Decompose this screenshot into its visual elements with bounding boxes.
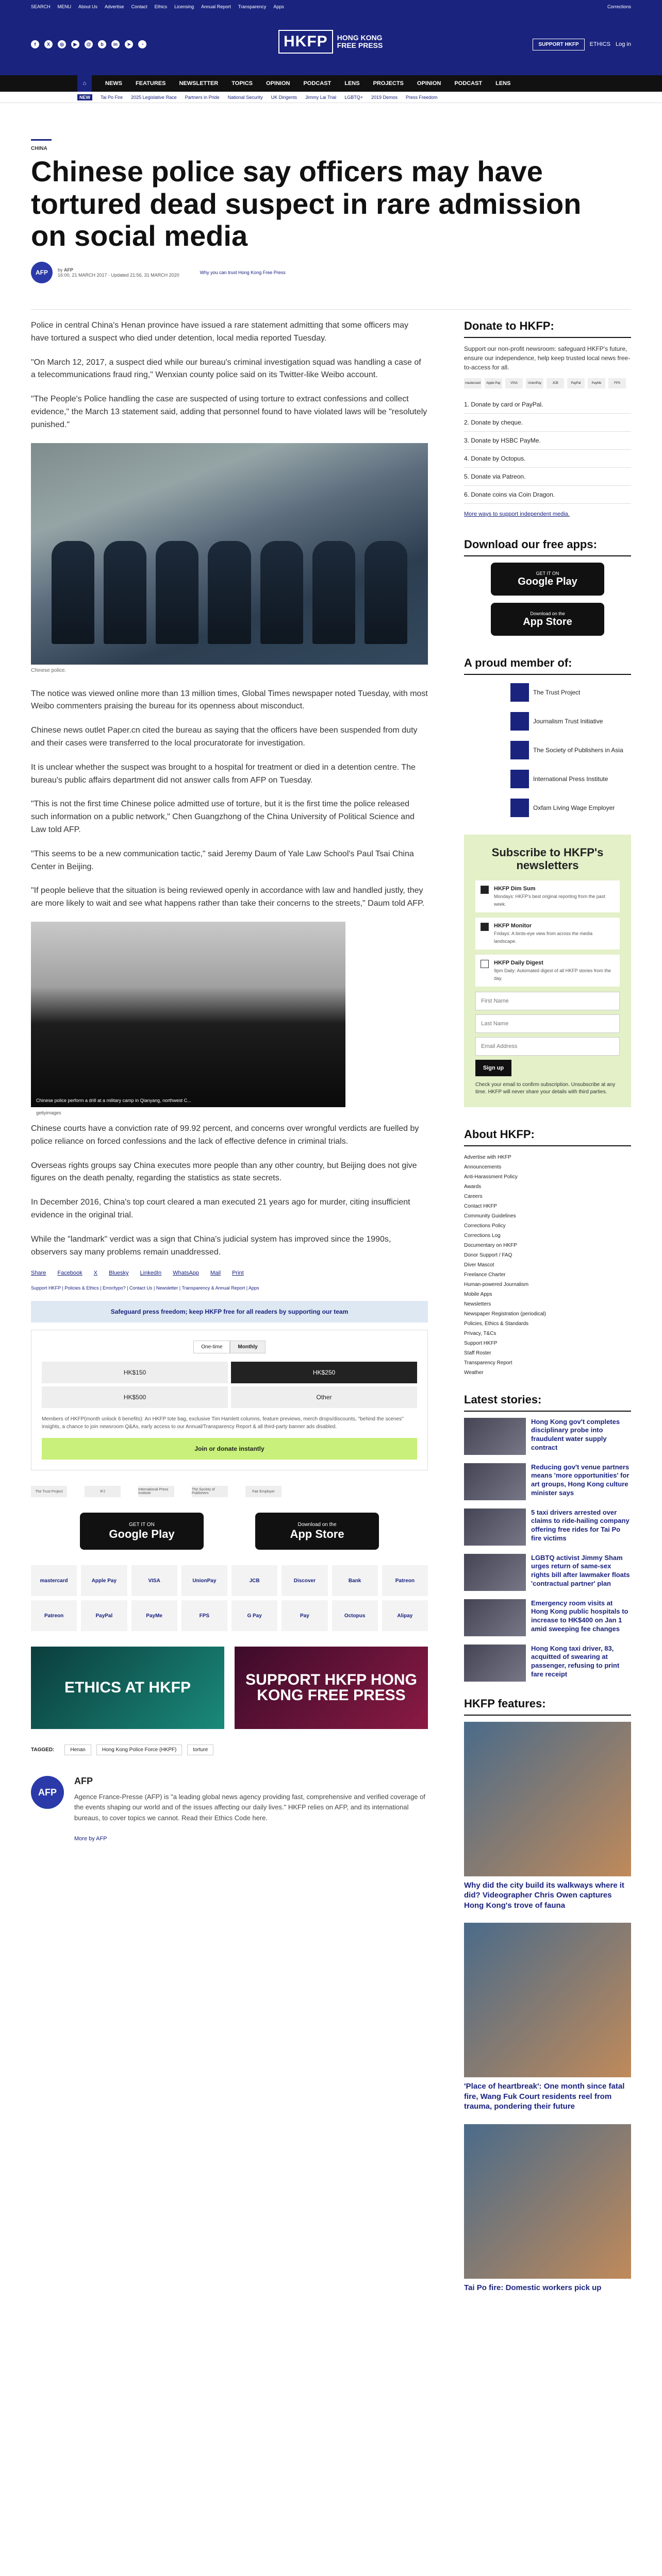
trust-project-logo[interactable]: The Trust Project	[510, 681, 631, 704]
paragraph: "This seems to be a new communication tactic," said Jeremy Daum of Yale Law School's Paul Tsai China Center in Beijing.	[31, 849, 414, 871]
patreon-logo-icon[interactable]: Patreon	[31, 1600, 77, 1631]
newsletter-option[interactable]: HKFP Daily Digest 9pm Daily: Automated digest of all HKFP stories from the day.	[475, 955, 620, 987]
newsletter-signup	[464, 835, 631, 1107]
visa-icon[interactable]: VISA	[131, 1565, 177, 1596]
menu-link[interactable]: MENU	[57, 4, 72, 9]
share-bar	[31, 1270, 428, 1276]
donate-option[interactable]: 1. Donate by card or PayPal.	[464, 396, 631, 414]
share-x[interactable]: X	[93, 1270, 98, 1277]
unionpay-icon[interactable]: UnionPay	[526, 378, 543, 388]
nav-lens[interactable]: LENS	[344, 80, 360, 87]
logo-line-1: HONG KONG	[337, 33, 383, 42]
about-link[interactable]: Support HKFP	[464, 1340, 498, 1346]
feature-image[interactable]	[464, 2124, 631, 2279]
photo-police-figures	[52, 541, 407, 644]
new-badge: NEW	[77, 94, 92, 100]
paragraph: "The People's Police handling the case are suspected of using torture to extract confessions and collect evidence," the March 13 statement said, adding that personnel found to have violated laws will be "resolutely punished."	[31, 395, 427, 429]
trending-item[interactable]: Press Freedom	[405, 94, 438, 100]
ifj-logo[interactable]: IFJ	[85, 1486, 121, 1497]
app-store-badge[interactable]: Download on the App Store	[255, 1513, 379, 1550]
email-field[interactable]: Email Address	[475, 1037, 620, 1056]
donate-option[interactable]: 3. Donate by HSBC PayMe.	[464, 432, 631, 450]
unionpay-icon[interactable]: UnionPay	[181, 1565, 227, 1596]
join-donate-button[interactable]: Join or donate instantly	[42, 1438, 417, 1460]
nav-opinion[interactable]: OPINION	[266, 80, 290, 87]
octopus-icon[interactable]: Octopus	[332, 1600, 378, 1631]
about-link[interactable]: Newsletters	[464, 1301, 491, 1307]
tag[interactable]: torture	[187, 1744, 213, 1755]
nav-podcast-2[interactable]: PODCAST	[454, 80, 483, 87]
author-box-name[interactable]: AFP	[74, 1776, 93, 1787]
sidebar-google-play-badge[interactable]: GET IT ON Google Play	[491, 563, 604, 596]
story-thumbnail[interactable]	[464, 1463, 526, 1500]
donate-option[interactable]: 2. Donate by cheque.	[464, 414, 631, 432]
byline-text	[58, 267, 179, 278]
trending-item[interactable]: Partners in Pride	[185, 94, 220, 100]
tag[interactable]: Hong Kong Police Force (HKPF)	[96, 1744, 183, 1755]
latest-story[interactable]: Reducing gov't venue partners means 'more opportunities' for art groups, Hong Kong culture minister says	[464, 1463, 631, 1500]
share-label[interactable]: Share	[31, 1270, 46, 1277]
member-logos-row	[31, 1486, 428, 1497]
one-time-option[interactable]: One-time	[193, 1341, 230, 1353]
amount-options	[42, 1362, 417, 1408]
about-link[interactable]: Documentary on HKFP	[464, 1242, 517, 1248]
amount-option[interactable]: HK$500	[42, 1386, 228, 1408]
payme-icon[interactable]: PayMe	[131, 1600, 177, 1631]
getty-caption: Chinese police perform a drill at a military camp in Qianyang, northwest C...	[36, 1097, 191, 1103]
mastercard-icon[interactable]: mastercard	[31, 1565, 77, 1596]
membership-note: Members of HKFP(month unlock 6 benefits): An HKFP tote bag, exclusive Tim Hamlett columns, feature previews, merch drops/discounts, "behind the scenes" insights, a chance to join newsroom Q&As, early access to our Annual/Transparency Report & all third-party banner ads disabled.	[42, 1416, 404, 1430]
nav-features[interactable]: FEATURES	[136, 80, 166, 87]
byline	[31, 262, 624, 283]
bluesky-icon[interactable]: b	[98, 40, 106, 48]
latest-title: Latest stories:	[464, 1393, 631, 1412]
advertise-link[interactable]: Advertise	[105, 4, 124, 9]
feature-story[interactable]: Tai Po fire: Domestic workers pick up	[464, 2124, 631, 2293]
about-link[interactable]: Advertise with HKFP	[464, 1154, 511, 1160]
annual-report-link[interactable]: Annual Report	[201, 4, 231, 9]
jcb-icon[interactable]: JCB	[547, 378, 564, 388]
getty-credit[interactable]: gettyimages	[36, 1110, 61, 1115]
nav-news[interactable]: NEWS	[105, 80, 122, 87]
x-icon[interactable]: X	[44, 40, 53, 48]
google-play-badge[interactable]: GET IT ON Google Play	[80, 1513, 204, 1550]
newsletter-title: Subscribe to HKFP's newsletters	[491, 846, 604, 872]
about-link[interactable]: Transparency Report	[464, 1360, 512, 1366]
story-thumbnail[interactable]	[464, 1418, 526, 1455]
paragraph: Police in central China's Henan province have issued a rare statement admitting that some officers may have tortured a suspect who died under detention, local media reported Tuesday.	[31, 321, 409, 343]
paragraph: "On March 12, 2017, a suspect died while our bureau's criminal investigation squad was handling a case of a telecommunications fraud ring," Wenxian county police said on its Twitter-like Weibo account.	[31, 358, 421, 380]
nav-projects[interactable]: PROJECTS	[373, 80, 404, 87]
trending-bar	[0, 92, 662, 103]
apple-pay-icon[interactable]: Apple Pay	[81, 1565, 127, 1596]
alipay-icon[interactable]: Alipay	[382, 1600, 428, 1631]
paragraph: While the "landmark" verdict was a sign that China's judicial system has improved since the 1990s, observers say many problems remain unaddressed.	[31, 1234, 391, 1257]
getty-embed-photo[interactable]	[31, 922, 345, 1115]
oxfam-logo[interactable]: Oxfam Living Wage Employer	[510, 796, 631, 819]
about-link[interactable]: Mobile Apps	[464, 1291, 492, 1297]
monthly-option[interactable]: Monthly	[230, 1341, 265, 1353]
author-box-avatar[interactable]: AFP	[31, 1776, 64, 1809]
latest-story[interactable]: Hong Kong gov't completes disciplinary probe into fraudulent water supply contract	[464, 1418, 631, 1455]
article-headline: Chinese police say officers may have tortured dead suspect in rare admission on social media	[31, 155, 582, 252]
byline-dates: 16:00, 21 MARCH 2017 · Updated 21:56, 31 MARCH 2020	[58, 273, 179, 278]
story-thumbnail[interactable]	[464, 1554, 526, 1591]
support-banner[interactable]: Safeguard press freedom; keep HKFP free for all readers by supporting our team	[31, 1301, 428, 1323]
about-title: About HKFP:	[464, 1128, 631, 1146]
ethics-promo[interactable]: ETHICS AT HKFP	[31, 1647, 224, 1729]
about-link[interactable]: Awards	[464, 1183, 482, 1190]
newsletter-option[interactable]: HKFP Dim Sum Mondays: HKFP's best original reporting from the past week.	[475, 880, 620, 912]
tag-list	[31, 1744, 428, 1755]
home-icon[interactable]: ⌂	[77, 75, 92, 92]
paragraph: It is unclear whether the suspect was brought to a hospital for treatment or died in a detention centre. The bureau's public affairs department did not answer calls from AFP on Tuesday.	[31, 762, 416, 785]
amount-option[interactable]: HK$150	[42, 1362, 228, 1383]
paragraph: Chinese news outlet Paper.cn cited the bureau as saying that the officers have been suspended from duty and their cases were transferred to the local procuratorate for investigation.	[31, 726, 418, 748]
top-utility-bar	[0, 0, 662, 13]
trending-item[interactable]: 2025 Legislative Race	[131, 94, 177, 100]
frequency-toggle	[42, 1341, 417, 1353]
kicker-rule	[31, 139, 52, 141]
rss-icon[interactable]: ◔	[138, 40, 146, 48]
social-icons	[31, 40, 146, 48]
site-logo[interactable]	[278, 30, 383, 54]
paragraph: "This is not the first time Chinese police admitted use of torture, but it is the first time the police released such information on a public network," Chen Guangzhong of the China University of Political Science and Law told AFP.	[31, 800, 415, 834]
fps-icon[interactable]: FPS	[608, 378, 626, 388]
trending-item[interactable]: UK Dirigents	[271, 94, 297, 100]
facebook-icon[interactable]: f	[31, 40, 39, 48]
youtube-icon[interactable]: ▶	[71, 40, 79, 48]
trending-item[interactable]: Jimmy Lai Trial	[305, 94, 337, 100]
checkbox-checked[interactable]	[481, 923, 489, 931]
about-link[interactable]: Diver Mascot	[464, 1262, 494, 1268]
trust-link[interactable]: Why you can trust Hong Kong Free Press	[200, 270, 286, 276]
feature-image[interactable]	[464, 1722, 631, 1876]
about-link[interactable]: Careers	[464, 1193, 483, 1199]
share-bluesky[interactable]: Bluesky	[109, 1270, 129, 1277]
about-link[interactable]: Anti-Harassment Policy	[464, 1174, 518, 1180]
checkbox-unchecked[interactable]	[481, 960, 489, 968]
trending-item[interactable]: 2019 Demos	[371, 94, 398, 100]
support-links[interactable]: Support HKFP | Policies & Ethics | Error/typo? | Contact Us | Newsletter | Transparency & Annual Report | Apps	[31, 1285, 259, 1291]
newsletter-option[interactable]: HKFP Monitor Fridays: A birds-eye view from across the media landscape.	[475, 918, 620, 950]
about-link[interactable]: Announcements	[464, 1164, 502, 1170]
linkedin-icon[interactable]: in	[111, 40, 120, 48]
discover-icon[interactable]: Discover	[282, 1565, 327, 1596]
support-hkfp-button[interactable]: SUPPORT HKFP	[533, 39, 584, 50]
byline-by: by	[58, 267, 63, 273]
support-promo[interactable]: SUPPORT HKFP HONG KONG FREE PRESS	[235, 1647, 428, 1729]
mastercard-icon[interactable]: mastercard	[464, 378, 482, 388]
donate-widget	[31, 1330, 428, 1470]
sidebar-member-logos	[464, 681, 631, 819]
latest-stories	[464, 1418, 631, 1682]
about-link[interactable]: Human-powered Journalism	[464, 1281, 529, 1287]
visa-icon[interactable]: VISA	[505, 378, 523, 388]
licensing-link[interactable]: Licensing	[174, 4, 194, 9]
search-link[interactable]: SEARCH	[31, 4, 51, 9]
latest-story[interactable]: Hong Kong taxi driver, 83, acquitted of swearing at passenger, refusing to print fare receipt	[464, 1645, 631, 1682]
contact-link[interactable]: Contact	[131, 4, 147, 9]
nav-opinion-2[interactable]: OPINION	[417, 80, 441, 87]
instagram-icon[interactable]: ◎	[58, 40, 66, 48]
features-title: HKFP features:	[464, 1697, 631, 1716]
share-print[interactable]: Print	[232, 1270, 244, 1277]
share-linkedin[interactable]: LinkedIn	[140, 1270, 162, 1277]
about-link[interactable]: Donor Support / FAQ	[464, 1252, 512, 1258]
trust-project-logo[interactable]: The Trust Project	[31, 1486, 67, 1497]
paragraph: Overseas rights groups say China executes more people than any other country, but Beijing does not give figures on the death penalty, regarding the statistics as state secrets.	[31, 1161, 417, 1183]
checkbox-checked[interactable]	[481, 886, 489, 894]
share-whatsapp[interactable]: WhatsApp	[173, 1270, 199, 1277]
about-link[interactable]: Contact HKFP	[464, 1203, 497, 1209]
corrections-link[interactable]: Corrections	[607, 4, 631, 9]
paypal-icon[interactable]: PayPal	[567, 378, 585, 388]
threads-icon[interactable]: @	[85, 40, 93, 48]
story-thumbnail[interactable]	[464, 1599, 526, 1636]
bank-icon[interactable]: Bank	[332, 1565, 378, 1596]
nav-lens-2[interactable]: LENS	[495, 80, 511, 87]
latest-story[interactable]: 5 taxi drivers arrested over claims to ride-hailing company offering free rides for Tai Po fire victims	[464, 1509, 631, 1546]
site-header	[0, 13, 662, 75]
more-ways-link[interactable]: More ways to support independent media.	[464, 511, 570, 517]
feature-image[interactable]	[464, 1923, 631, 2077]
article-header	[31, 139, 624, 283]
telegram-icon[interactable]: ➤	[125, 40, 133, 48]
article-body	[31, 319, 428, 1855]
feature-story[interactable]: Why did the city build its walkways where it did? Videographer Chris Owen captures Hong Kong's trove of fauna	[464, 1722, 631, 1911]
jti-logo[interactable]: Journalism Trust Initiative	[510, 710, 631, 733]
newsletter-note: Check your email to confirm subscription. Unsubscribe at any time. HKFP will never share your details with third parties.	[475, 1081, 616, 1095]
author-box	[31, 1776, 428, 1854]
payment-methods	[31, 1565, 428, 1631]
transparency-link[interactable]: Transparency	[238, 4, 267, 9]
about-link[interactable]: Corrections Log	[464, 1232, 501, 1239]
amount-option-selected[interactable]: HK$250	[231, 1362, 417, 1383]
donate-option[interactable]: 5. Donate via Patreon.	[464, 468, 631, 486]
donate-options	[464, 396, 631, 504]
login-link[interactable]: Log in	[616, 41, 631, 47]
sidebar	[464, 319, 631, 2305]
photo-caption: Chinese police.	[31, 667, 67, 673]
jcb-icon[interactable]: JCB	[231, 1565, 277, 1596]
app-store-row	[31, 1513, 428, 1550]
trending-item[interactable]: Tai Po Fire	[101, 94, 123, 100]
latest-story[interactable]: Emergency room visits at Hong Kong public hospitals to increase to HK$400 on Jan 1 amid sweeping fee changes	[464, 1599, 631, 1636]
about-link[interactable]: Privacy, T&Cs	[464, 1330, 496, 1336]
logo-text	[337, 34, 383, 50]
fps-icon[interactable]: FPS	[181, 1600, 227, 1631]
about-link[interactable]: Weather	[464, 1369, 484, 1376]
main-nav	[0, 75, 662, 92]
patreon-icon[interactable]: Patreon	[382, 1565, 428, 1596]
logo-line-2: FREE PRESS	[337, 41, 383, 49]
nav-topics[interactable]: TOPICS	[231, 80, 253, 87]
byline-author[interactable]: AFP	[64, 267, 74, 273]
apple-pay-icon[interactable]: Apple Pay	[485, 378, 502, 388]
fair-employer-logo[interactable]: Fair Employer	[245, 1486, 282, 1497]
promo-banners	[31, 1647, 428, 1729]
about-link[interactable]: About Us	[78, 4, 98, 9]
about-link[interactable]: Policies, Ethics & Standards	[464, 1320, 529, 1327]
share-mail[interactable]: Mail	[210, 1270, 221, 1277]
first-name-field[interactable]: First Name	[475, 992, 620, 1010]
story-thumbnail[interactable]	[464, 1645, 526, 1682]
apps-title: Download our free apps:	[464, 538, 631, 556]
paragraph: Chinese courts have a conviction rate of 99.92 percent, and concerns over wrongful verdicts are fuelled by police reliance on forced confessions and the lack of effective defence in criminal trials.	[31, 1124, 419, 1146]
more-by-author-link[interactable]: More by AFP	[74, 1835, 107, 1842]
google-pay-icon[interactable]: G Pay	[231, 1600, 277, 1631]
sopa-logo[interactable]: The Society of Publishers	[192, 1486, 228, 1497]
about-link[interactable]: Newspaper Registration (periodical)	[464, 1311, 546, 1317]
tag[interactable]: Henan	[64, 1744, 91, 1755]
ethics-header-link[interactable]: ETHICS	[589, 41, 611, 47]
ipi-logo[interactable]: International Press Institute	[510, 768, 631, 790]
divider	[31, 309, 631, 310]
article-kicker[interactable]: CHINA	[31, 146, 47, 151]
amount-option-other[interactable]: Other	[231, 1386, 417, 1408]
trending-item[interactable]: National Security	[227, 94, 263, 100]
donate-option[interactable]: 6. Donate coins via Coin Dragon.	[464, 486, 631, 504]
payme-icon[interactable]: PayMe	[588, 378, 605, 388]
ipi-logo[interactable]: International Press Institute	[138, 1486, 174, 1497]
paragraph: "If people believe that the situation is being reviewed openly in accordance with law and handled justly, they are more likely to wait and see what happens rather than take their concerns to the streets," Daum told AFP.	[31, 886, 425, 908]
about-link[interactable]: Corrections Policy	[464, 1223, 506, 1229]
trending-item[interactable]: LGBTQ+	[344, 94, 363, 100]
about-links	[464, 1153, 631, 1378]
sopa-logo[interactable]: The Society of Publishers in Asia	[510, 739, 631, 761]
nav-podcast[interactable]: PODCAST	[303, 80, 332, 87]
last-name-field[interactable]: Last Name	[475, 1014, 620, 1033]
story-thumbnail[interactable]	[464, 1509, 526, 1546]
donate-option[interactable]: 4. Donate by Octopus.	[464, 450, 631, 468]
paragraph: The notice was viewed online more than 13 million times, Global Times newspaper noted Tuesday, with most Weibo commenters praising the bureau for its openness about misconduct.	[31, 689, 428, 711]
author-avatar[interactable]: AFP	[31, 262, 53, 283]
header-actions	[533, 39, 631, 50]
donate-title: Donate to HKFP:	[464, 319, 631, 338]
nav-newsletter[interactable]: NEWSLETTER	[179, 80, 219, 87]
ethics-link[interactable]: Ethics	[154, 4, 168, 9]
about-link[interactable]: Community Guidelines	[464, 1213, 516, 1219]
latest-story[interactable]: LGBTQ activist Jimmy Sham urges return of same-sex rights bill after lawmaker floats 'contractual partner' plan	[464, 1554, 631, 1591]
share-facebook[interactable]: Facebook	[57, 1270, 82, 1277]
feature-story[interactable]: 'Place of heartbreak': One month since fatal fire, Wang Fuk Court residents reel from trauma, pondering their future	[464, 1923, 631, 2112]
sidebar-payment-icons	[464, 378, 631, 388]
about-link[interactable]: Freelance Charter	[464, 1272, 506, 1278]
logo-mark: HKFP	[278, 30, 333, 54]
apps-link[interactable]: Apps	[273, 4, 284, 9]
paypal-icon[interactable]: PayPal	[81, 1600, 127, 1631]
donate-text: Support our non-profit newsroom: safeguard HKFP's future, ensure our independence, help keep trusted local news free-to-access for all.	[464, 345, 631, 371]
apple-pay-icon-2[interactable]: Pay	[282, 1600, 327, 1631]
paragraph: In December 2016, China's top court cleared a man executed 21 years ago for murder, citing insufficient evidence in the original trial.	[31, 1198, 410, 1219]
author-box-bio: Agence France-Presse (AFP) is "a leading global news agency providing fast, comprehensive and verified coverage of the events shaping our world and of the issues affecting our daily lives." HKFP relies on AFP, and its international bureaus, to cover topics we cannot. Read their Ethics Code here.	[74, 1793, 425, 1822]
sidebar-app-store-badge[interactable]: Download on the App Store	[491, 603, 604, 636]
member-title: A proud member of:	[464, 656, 631, 675]
tagged-label: TAGGED:	[31, 1747, 55, 1753]
signup-button[interactable]: Sign up	[475, 1060, 511, 1076]
about-link[interactable]: Staff Roster	[464, 1350, 491, 1356]
article-photo-police[interactable]	[31, 443, 428, 665]
